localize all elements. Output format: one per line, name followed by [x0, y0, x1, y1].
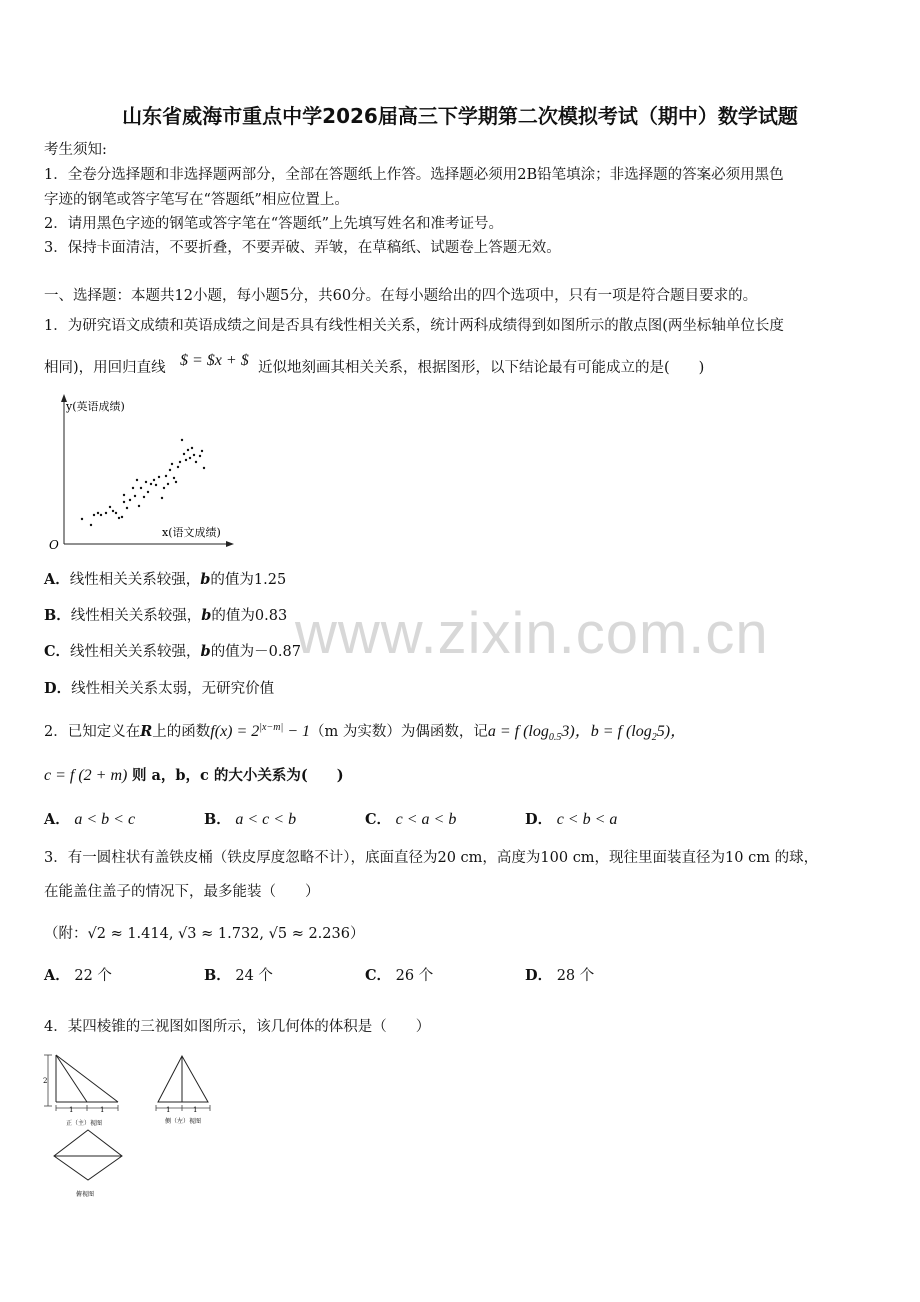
- q3-option-a[interactable]: [44, 964, 112, 985]
- scatter-point: [161, 497, 163, 499]
- scatter-point: [126, 507, 128, 509]
- side-width-label-2: 1: [193, 1106, 198, 1114]
- q3-hint: （附：√2 ≈ 1.414, √3 ≈ 1.732, √5 ≈ 2.236）: [44, 926, 365, 942]
- q2-b-sub: 2: [651, 731, 657, 743]
- notice-item-1-cont: 字迹的钢笔或答字笔写在“答题纸”相应位置上。: [44, 192, 349, 208]
- x-axis-label: x(语文成绩): [162, 526, 221, 539]
- scatter-point: [193, 454, 195, 456]
- x-axis-arrow: [226, 541, 234, 547]
- q1-option-d-label: D．: [44, 680, 72, 697]
- scatter-point: [183, 453, 185, 455]
- scatter-point: [121, 516, 123, 518]
- q2-a-def: a = f (log: [487, 723, 549, 740]
- scatter-point: [136, 479, 138, 481]
- q3-option-b[interactable]: [204, 964, 273, 985]
- q2-option-d-label: D．: [525, 811, 553, 828]
- q2-b-end: 5)，: [656, 723, 687, 740]
- q4-stem: 4．某四棱锥的三视图如图所示，该几何体的体积是（ ）: [44, 1019, 431, 1035]
- q1-stem-line1: 1．为研究语文成绩和英语成绩之间是否具有线性相关关系，统计两科成绩得到如图所示的散点图(两坐标轴单位长度: [44, 318, 784, 334]
- scatter-point: [165, 475, 167, 477]
- q1-option-b-tail: 的值为0.83: [211, 608, 288, 624]
- scatter-point: [173, 477, 175, 479]
- origin-label: O: [49, 538, 59, 552]
- q2-option-b-text: a < c < b: [235, 811, 297, 828]
- q1-regression-formula: $ = $x + $: [180, 352, 249, 369]
- scatter-point: [100, 514, 102, 516]
- scatter-point: [93, 514, 95, 516]
- q3-option-a-label: A．: [44, 967, 70, 984]
- q1-stem-line2a: 相同)，用回归直线: [44, 360, 166, 376]
- watermark: www.zixin.com.cn: [295, 601, 769, 666]
- scatter-point: [175, 481, 177, 483]
- q2-b-def: b = f (log: [590, 723, 652, 740]
- q1-option-b-label: B．: [44, 607, 71, 624]
- notice-heading: 考生须知:: [44, 142, 107, 158]
- front-height-label: 2: [43, 1077, 48, 1085]
- page-title: 山东省威海市重点中学2026届高三下学期第二次模拟考试（期中）数学试题: [122, 104, 798, 128]
- front-view-caption: 正（主）视图: [66, 1120, 103, 1127]
- side-view: [156, 1056, 210, 1125]
- q2-paren: （m 为实数）为偶函数，记: [310, 724, 488, 740]
- scatter-point: [167, 483, 169, 485]
- side-width-label-1: 1: [166, 1106, 171, 1114]
- q2-option-b-label: B．: [204, 811, 231, 828]
- scatter-point: [138, 505, 140, 507]
- q2-stem-line2: [44, 764, 344, 785]
- scatter-point: [150, 483, 152, 485]
- scatter-point: [97, 512, 99, 514]
- q3-option-c[interactable]: [365, 964, 433, 985]
- q1-stem-line2b: 近似地刻画其相关关系，根据图形，以下结论最有可能成立的是( ): [258, 360, 705, 376]
- scatter-point: [179, 461, 181, 463]
- scatter-point: [153, 479, 155, 481]
- scatter-point: [185, 459, 187, 461]
- q2-R: R: [140, 723, 153, 740]
- scatter-point: [140, 487, 142, 489]
- q2-option-a-text: a < b < c: [74, 811, 136, 828]
- q1-option-c[interactable]: [44, 640, 301, 661]
- q1-option-b-var: b: [201, 607, 212, 624]
- q2-func: f(x) = 2: [210, 723, 260, 740]
- side-view-caption: 侧（左）视图: [165, 1118, 202, 1125]
- q2-option-b[interactable]: [204, 808, 296, 829]
- q2-exp: |x−m|: [259, 722, 284, 734]
- q2-option-d-text: c < b < a: [556, 811, 618, 828]
- q1-option-a[interactable]: [44, 568, 286, 589]
- q2-option-c[interactable]: [365, 808, 456, 829]
- three-view-diagram: [38, 1050, 228, 1202]
- scatter-point: [171, 463, 173, 465]
- q1-option-d-text: 线性相关关系太弱，无研究价值: [71, 681, 275, 697]
- scatter-point: [134, 495, 136, 497]
- q1-option-a-label: A．: [44, 571, 70, 588]
- q3-option-b-label: B．: [204, 967, 231, 984]
- scatter-point: [158, 476, 160, 478]
- q3-option-d-label: D．: [525, 967, 553, 984]
- scatter-point: [123, 494, 125, 496]
- q2-c-tail: 则 a，b，c 的大小关系为( ): [131, 767, 344, 784]
- scatter-point: [112, 510, 114, 512]
- notice-item-3: 3．保持卡面清洁，不要折叠，不要弄破、弄皱，在草稿纸、试题卷上答题无效。: [44, 240, 561, 256]
- scatter-point: [199, 455, 201, 457]
- front-view: [43, 1055, 118, 1127]
- q1-option-b-text: 线性相关关系较强，: [70, 608, 202, 624]
- front-width-label-1: 1: [69, 1106, 74, 1114]
- front-width-label-2: 1: [100, 1106, 105, 1114]
- scatter-point: [195, 461, 197, 463]
- q1-option-b[interactable]: [44, 604, 287, 625]
- q3-option-a-text: 22 个: [74, 968, 112, 984]
- q3-option-c-text: 26 个: [395, 968, 434, 984]
- q2-pre: 2．已知定义在: [44, 724, 141, 740]
- q3-option-b-text: 24 个: [235, 968, 273, 984]
- q2-a-sub: 0.5: [548, 731, 562, 743]
- scatter-point: [129, 499, 131, 501]
- q3-stem-line1: 3．有一圆柱状有盖铁皮桶（铁皮厚度忽略不计），底面直径为20 cm，高度为100 cm，现往里面装直径为10 cm 的球，: [44, 850, 819, 866]
- notice-item-1: 1．全卷分选择题和非选择题两部分，全部在答题纸上作答。选择题必须用2B铅笔填涂；非选择题的答案必须用黑色: [44, 167, 784, 183]
- y-axis-label: y(英语成绩): [66, 400, 125, 413]
- q1-option-c-tail: 的值为－0.87: [210, 644, 301, 660]
- scatter-point: [109, 506, 111, 508]
- scatter-point: [163, 487, 165, 489]
- scatter-point: [143, 496, 145, 498]
- q1-option-d[interactable]: [44, 677, 274, 698]
- q1-option-a-text: 线性相关关系较强，: [69, 572, 201, 588]
- q3-option-c-label: C．: [365, 967, 392, 984]
- scatter-point: [115, 512, 117, 514]
- scatter-point: [181, 439, 183, 441]
- q2-stem-line1: [44, 718, 686, 743]
- q2-mid: 上的函数: [152, 724, 211, 740]
- q2-option-c-text: c < a < b: [395, 811, 457, 828]
- scatter-point: [118, 517, 120, 519]
- q2-a-end: 3)，: [561, 723, 591, 740]
- scatter-point: [147, 491, 149, 493]
- q1-option-c-label: C．: [44, 643, 71, 660]
- q3-option-d[interactable]: [525, 964, 594, 985]
- scatter-point: [155, 484, 157, 486]
- section-heading: 一、选择题：本题共12小题，每小题5分，共60分。在每小题给出的四个选项中，只有一项是符合题目要求的。: [44, 288, 758, 304]
- q2-c-def: c = f (2 + m): [44, 767, 128, 784]
- scatter-point: [189, 457, 191, 459]
- q3-stem-line2: 在能盖住盖子的情况下，最多能装（ ）: [44, 884, 320, 900]
- q1-option-c-text: 线性相关关系较强，: [70, 644, 201, 660]
- scatter-point: [203, 467, 205, 469]
- scatter-point: [187, 449, 189, 451]
- q1-option-c-var: b: [200, 643, 211, 660]
- scatter-plot: [44, 392, 244, 554]
- q1-option-a-tail: 的值为1.25: [210, 572, 287, 588]
- scatter-point: [191, 447, 193, 449]
- scatter-point: [90, 524, 92, 526]
- scatter-point: [123, 501, 125, 503]
- scatter-point: [132, 487, 134, 489]
- scatter-point: [105, 512, 107, 514]
- q2-option-a-label: A．: [44, 811, 70, 828]
- scatter-points: [81, 439, 205, 526]
- q2-option-c-label: C．: [365, 811, 392, 828]
- scatter-point: [201, 450, 203, 452]
- top-view: [54, 1130, 122, 1198]
- scatter-point: [177, 466, 179, 468]
- scatter-point: [145, 481, 147, 483]
- q2-minus: − 1: [283, 723, 310, 740]
- q3-option-d-text: 28 个: [556, 968, 595, 984]
- scatter-point: [81, 518, 83, 520]
- scatter-point: [169, 469, 171, 471]
- q2-option-a[interactable]: [44, 808, 135, 829]
- q2-option-d[interactable]: [525, 808, 617, 829]
- q1-option-a-var: b: [200, 571, 211, 588]
- notice-item-2: 2．请用黑色字迹的钢笔或答字笔在“答题纸”上先填写姓名和准考证号。: [44, 216, 504, 232]
- top-view-caption: 俯视图: [76, 1191, 95, 1198]
